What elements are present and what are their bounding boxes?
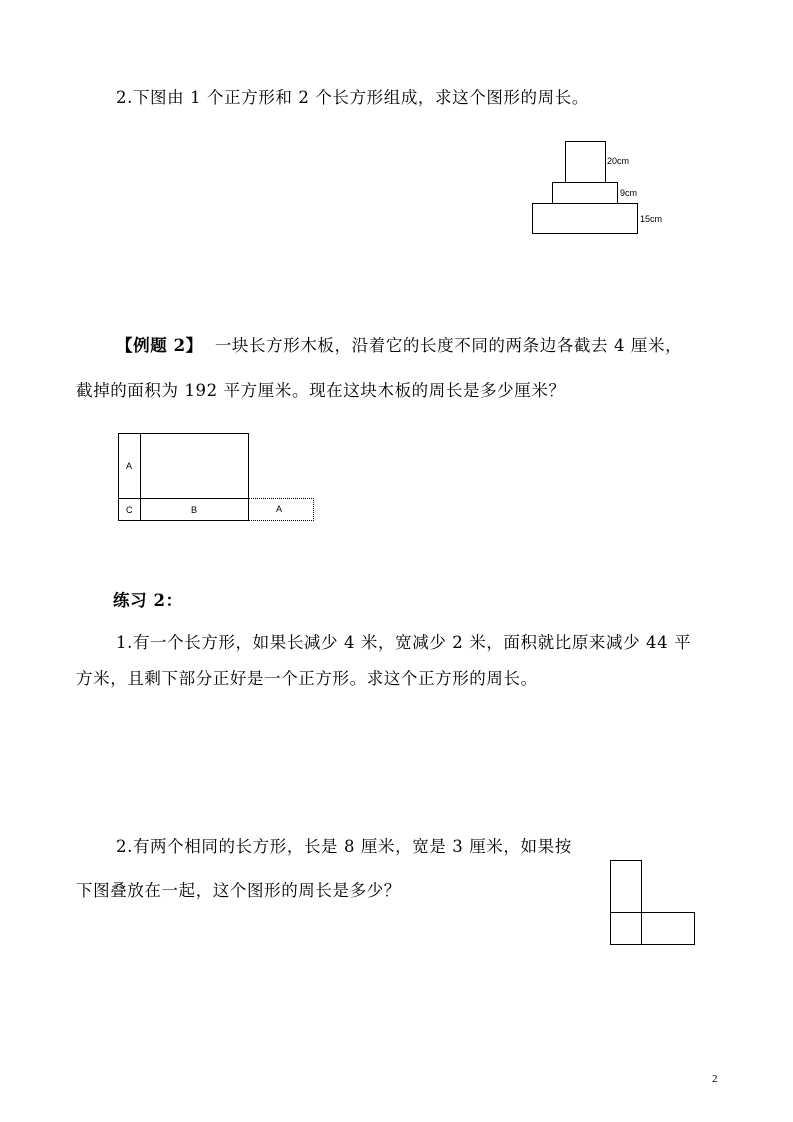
example-2-line1: 一块长方形木板，沿着它的长度不同的两条边各截去 4 厘米， (214, 336, 683, 355)
label-9cm: 9cm (620, 188, 638, 198)
example-2-paragraph (116, 335, 682, 357)
practice-q2-line1: 2.有两个相同的长方形，长是 8 厘米，宽是 3 厘米，如果按 (116, 837, 572, 856)
problem-2-text: 2.下图由 1 个正方形和 2 个长方形组成，求这个图形的周长。 (116, 88, 589, 107)
top-square (565, 141, 606, 183)
page-number: 2 (712, 1073, 718, 1085)
label-15cm: 15cm (640, 214, 663, 224)
practice-2-heading: 练习 2： (113, 591, 183, 610)
label-20cm: 20cm (607, 156, 630, 166)
label-a-left: A (126, 461, 133, 471)
practice-q2-line2: 下图叠放在一起，这个图形的周长是多少？ (76, 881, 401, 900)
overlap-dotted-line (641, 912, 642, 945)
label-b: B (191, 505, 198, 515)
practice-q1-line2: 方米，且剩下部分正好是一个正方形。求这个正方形的周长。 (76, 669, 538, 688)
board-outline (118, 433, 249, 521)
example-2-title: 【例题 2】 (116, 336, 203, 355)
practice-q1-line1: 1.有一个长方形，如果长减少 4 米，宽减少 2 米，面积就比原来减少 44 平 (116, 633, 692, 652)
bottom-strip-divider (118, 498, 249, 499)
left-strip-divider (140, 433, 141, 521)
horizontal-rectangle (610, 912, 695, 945)
middle-rectangle (552, 182, 618, 204)
label-c: C (126, 505, 133, 515)
label-a-right: A (276, 504, 283, 514)
example-2-line2: 截掉的面积为 192 平方厘米。现在这块木板的周长是多少厘米？ (76, 381, 566, 400)
bottom-rectangle (532, 203, 638, 234)
